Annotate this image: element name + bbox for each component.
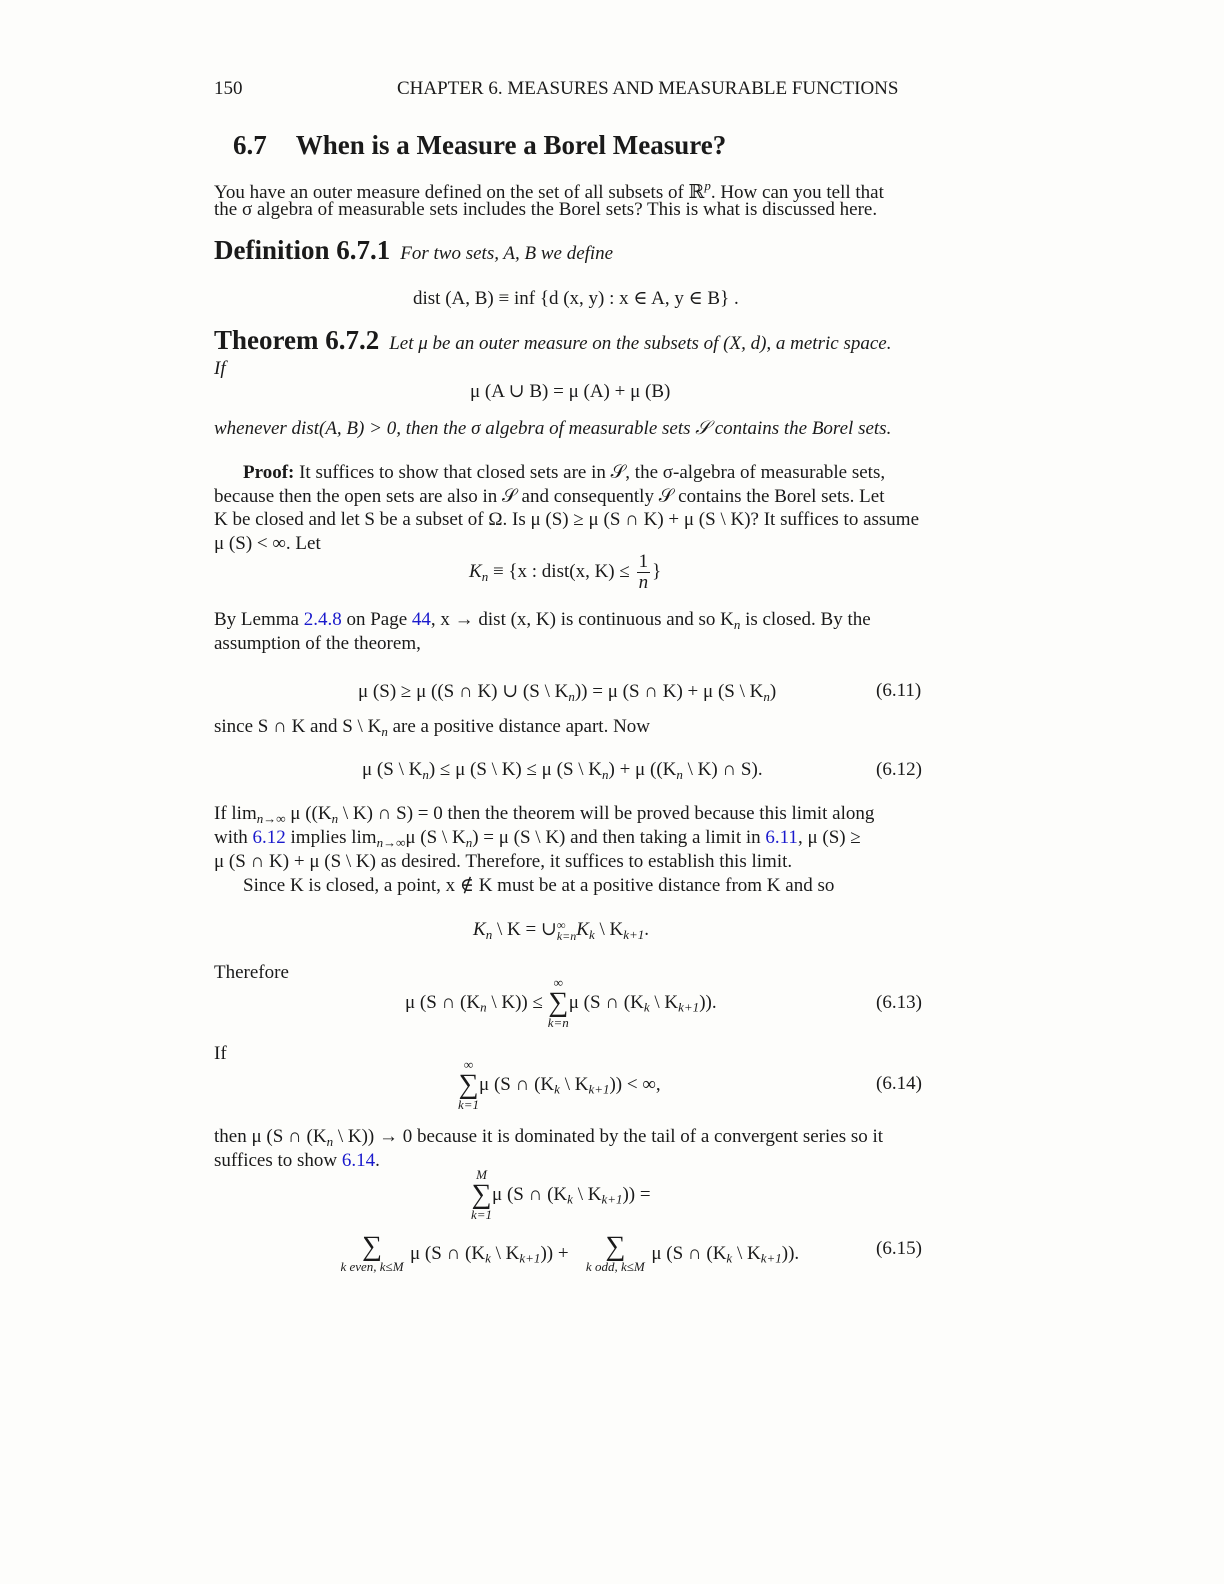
summation: M ∑ k=1 <box>471 1167 493 1222</box>
fraction: $\frac{1}{n}$ <box>638 551 649 593</box>
definition-formula: dist (A, B) ≡ inf {d (x, y) : x ∈ A, y ∈ B} . <box>413 288 739 309</box>
page-number: 150 <box>214 78 243 99</box>
summation-even: ∑ k even, k≤M <box>340 1231 404 1274</box>
equation-6-11: μ (S) ≥ μ ((S ∩ K) ∪ (S \ $K_n)) = \mu$ (S ∩ K) + μ (S \ $K_n$) <box>358 681 777 704</box>
proof-line-3: K be closed and let S be a subset of Ω. Is μ (S) ≥ μ (S ∩ K) + μ (S \ K)? It suffices to assume <box>214 509 920 530</box>
theorem-block <box>214 325 891 356</box>
summation: ∞ ∑ k=n <box>547 975 569 1030</box>
dominated-line-2: suffices to show 6.14. <box>214 1150 380 1171</box>
link-page-44[interactable]: 44 <box>411 609 431 630</box>
equation-6-14: ∞ ∑ k=1 μ (S ∩ ($K_k$ \ $K_{k+1}$)) < ∞, <box>458 1057 661 1112</box>
proof-line-2: because then the open sets are also in 𝒮 and consequently 𝒮 contains the Borel sets. Let <box>214 486 885 507</box>
equation-number-6-14: (6.14) <box>876 1073 922 1094</box>
theorem-label: Theorem 6.7.2 <box>214 325 380 355</box>
link-lemma-2-4-8[interactable]: 2.4.8 <box>303 609 342 630</box>
theorem-formula: μ (A ∪ B) = μ (A) + μ (B) <box>470 381 671 402</box>
definition-text: For two sets, A, B we define <box>400 243 614 264</box>
running-header: CHAPTER 6. MEASURES AND MEASURABLE FUNCTIONS <box>397 78 899 99</box>
union-equation: $K_n$ \ K = ∪ ∞ k=n $K_k$ \ $K_{k+1}$. <box>473 917 650 943</box>
equation-6-13: μ (S ∩ ($K_n$ \ K)) ≤ ∞ ∑ k=n μ (S ∩ ($K_k$ \ $K_{k+1}$)). <box>405 975 717 1030</box>
link-eq-6-12[interactable]: 6.12 <box>252 827 286 848</box>
proof-label: Proof: <box>243 462 295 483</box>
equation-number-6-12: (6.12) <box>876 759 922 780</box>
lemma-line: By Lemma 2.4.8 on Page 44, x → dist (x, K) is continuous and so $K_n$ is closed. By the <box>214 609 871 632</box>
proof-line-1: Proof: It suffices to show that closed sets are in 𝒮, the σ-algebra of measurable sets, <box>243 462 886 483</box>
intro-line-2: the σ algebra of measurable sets includes the Borel sets? This is what is discussed here. <box>214 199 878 220</box>
limit-line-3: μ (S ∩ K) + μ (S \ K) as desired. Therefore, it suffices to establish this limit. <box>214 851 793 872</box>
section-heading <box>233 128 726 162</box>
equation-number-6-15: (6.15) <box>876 1238 922 1259</box>
equation-6-12: μ (S \ $K_n) \le \mu$ (S \ K) ≤ μ (S \ $K_n) + \mu$ (($K_n$ \ K) ∩ S). <box>362 759 763 782</box>
definition-block <box>214 235 613 266</box>
therefore-label: Therefore <box>214 962 289 983</box>
summation: ∞ ∑ k=1 <box>458 1057 480 1112</box>
summation-odd: ∑ k odd, k≤M <box>585 1231 645 1274</box>
assumption-line: assumption of the theorem, <box>214 633 421 654</box>
theorem-text: Let μ be an outer measure on the subsets of (X, d), a metric space. <box>389 333 892 354</box>
theorem-conclusion: whenever dist(A, B) > 0, then the σ algebra of measurable sets 𝒮 contains the Borel sets. <box>214 418 892 439</box>
equation-number-6-11: (6.11) <box>876 680 922 701</box>
closed-set-line: Since K is closed, a point, x ∉ K must be at a positive distance from K and so <box>243 875 835 896</box>
equation-6-15-line-2: ∑ k even, k≤M μ (S ∩ ($K_k$ \ $K_{k+1}$)) + ∑ k odd, k≤M μ (S ∩ ($K_k$ \ $K_{k+1}$)). <box>334 1234 799 1274</box>
link-eq-6-14[interactable]: 6.14 <box>341 1150 376 1171</box>
proof-line-4: μ (S) < ∞. Let <box>214 533 321 554</box>
link-eq-6-11[interactable]: 6.11 <box>765 827 798 848</box>
limit-line-1: If $\lim_{n\to\infty} \mu$ (($K_n$ \ K) ∩ S) = 0 then the theorem will be proved because this limit along <box>214 803 875 826</box>
equation-6-15-line-1: M ∑ k=1 μ (S ∩ ($K_k$ \ $K_{k+1}$)) = <box>471 1167 651 1222</box>
limit-line-2: with 6.12 implies $\lim_{n\to\infty}\mu$ (S \ $K_n) = \mu$ (S \ K) and then taking a limit in 6.11, μ (S) ≥ <box>214 827 861 850</box>
if-label: If <box>214 1043 227 1064</box>
intro-line-1: You have an outer measure defined on the set of all subsets of ℝ$^p$. How can you tell that <box>214 178 884 203</box>
definition-label: Definition 6.7.1 <box>214 235 391 265</box>
equation-number-6-13: (6.13) <box>876 992 922 1013</box>
since-line: since S ∩ K and S \ $K_n$ are a positive distance apart. Now <box>214 716 651 739</box>
theorem-if: If <box>214 358 226 379</box>
dominated-line-1: then μ (S ∩ ($K_n$ \ K)) → 0 because it is dominated by the tail of a convergent series so it <box>214 1126 884 1149</box>
section-title: When is a Measure a Borel Measure? <box>295 130 727 160</box>
section-number: 6.7 <box>233 130 267 160</box>
kn-definition: $K_n \equiv \{x$ : dist(x, K) ≤ $\frac{1}{n}$ } <box>469 551 662 593</box>
